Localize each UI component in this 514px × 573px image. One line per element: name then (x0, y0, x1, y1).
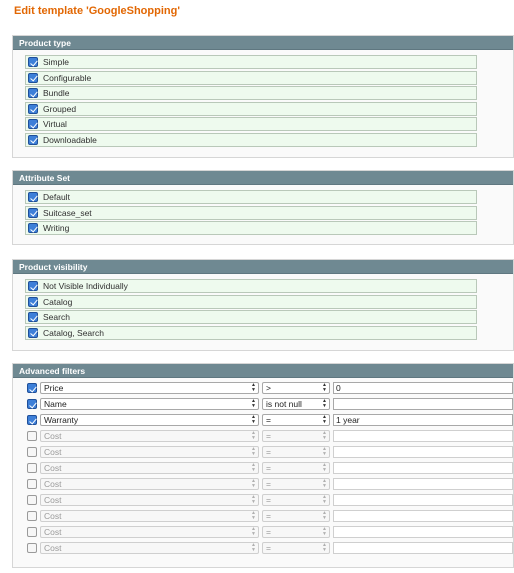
select-arrows-icon: ▲ ▼ (322, 382, 327, 393)
checkbox-icon[interactable] (28, 88, 38, 98)
select-arrows-icon: ▲ ▼ (251, 430, 256, 441)
filter-row (13, 396, 513, 412)
select-arrows-icon: ▲ ▼ (322, 494, 327, 505)
operator-select[interactable] (262, 462, 330, 474)
product-visibility-header: Product visibility (13, 260, 513, 274)
product-type-option[interactable] (25, 133, 477, 147)
attribute-select-value: Cost (44, 431, 62, 441)
checkbox-icon[interactable] (27, 495, 37, 505)
operator-select-value: is not null (266, 399, 302, 409)
attribute-select-value: Cost (44, 511, 62, 521)
checkbox-icon[interactable] (28, 192, 38, 202)
filter-value-input[interactable] (333, 446, 513, 458)
product-type-option[interactable] (25, 117, 477, 131)
filter-value-input[interactable] (333, 462, 513, 474)
operator-select-value: = (266, 511, 271, 521)
product-type-fieldset (12, 35, 514, 158)
option-label: Not Visible Individually (43, 281, 128, 291)
filter-row (13, 492, 513, 508)
advanced-filters-rows (13, 378, 513, 556)
operator-select-value: > (266, 383, 271, 393)
option-label: Catalog (43, 296, 73, 307)
attribute-select[interactable] (40, 430, 259, 442)
checkbox-icon[interactable] (27, 527, 37, 537)
select-arrows-icon: ▲ ▼ (322, 430, 327, 441)
checkbox-icon[interactable] (28, 297, 38, 307)
filter-value-input[interactable] (333, 510, 513, 522)
operator-select-value: = (266, 495, 271, 505)
product-type-options (13, 50, 513, 147)
attribute-select-value: Name (44, 399, 67, 409)
product-visibility-options (13, 274, 513, 340)
select-arrows-icon: ▲ ▼ (251, 382, 256, 393)
option-label: Simple (43, 57, 69, 67)
filter-value-input[interactable] (333, 478, 513, 490)
checkbox-icon[interactable] (28, 57, 38, 67)
product-type-option[interactable] (25, 55, 477, 69)
checkbox-icon[interactable] (27, 431, 37, 441)
select-arrows-icon: ▲ ▼ (322, 478, 327, 489)
select-arrows-icon: ▲ ▼ (251, 446, 256, 457)
option-label: Virtual (43, 119, 67, 130)
advanced-filters-fieldset (12, 363, 514, 568)
checkbox-icon[interactable] (27, 511, 37, 521)
attribute-select[interactable] (40, 446, 259, 458)
checkbox-icon[interactable] (27, 479, 37, 489)
attribute-select-value: Cost (44, 463, 62, 473)
operator-select-value: = (266, 543, 271, 553)
select-arrows-icon: ▲ ▼ (322, 398, 327, 409)
option-label: Default (43, 192, 70, 202)
select-arrows-icon: ▲ ▼ (322, 510, 327, 521)
option-label: Search (43, 312, 70, 323)
filter-row (13, 444, 513, 460)
select-arrows-icon: ▲ ▼ (251, 398, 256, 409)
checkbox-icon[interactable] (27, 463, 37, 473)
select-arrows-icon: ▲ ▼ (251, 510, 256, 521)
checkbox-icon[interactable] (27, 543, 37, 553)
attribute-select[interactable] (40, 542, 259, 554)
operator-select-value: = (266, 447, 271, 457)
operator-select[interactable] (262, 526, 330, 538)
product-visibility-option[interactable] (25, 326, 477, 340)
attribute-set-option[interactable] (25, 221, 477, 235)
checkbox-icon[interactable] (27, 415, 37, 425)
select-arrows-icon: ▲ ▼ (322, 446, 327, 457)
filter-row (13, 380, 513, 396)
select-arrows-icon: ▲ ▼ (322, 542, 327, 553)
attribute-select[interactable] (40, 526, 259, 538)
filter-row (13, 508, 513, 524)
filter-row (13, 460, 513, 476)
attribute-select-value: Cost (44, 495, 62, 505)
filter-row (13, 428, 513, 444)
attribute-select[interactable] (40, 414, 259, 426)
filter-value-input[interactable] (333, 494, 513, 506)
attribute-select[interactable] (40, 478, 259, 490)
filter-row (13, 540, 513, 556)
operator-select-value: = (266, 527, 271, 537)
select-arrows-icon: ▲ ▼ (251, 462, 256, 473)
option-label: Catalog, Search (43, 327, 104, 338)
attribute-select-value: Cost (44, 479, 62, 489)
checkbox-icon[interactable] (27, 383, 37, 393)
attribute-select-value: Warranty (44, 415, 79, 425)
operator-select[interactable] (262, 494, 330, 506)
attribute-select[interactable] (40, 462, 259, 474)
filter-value-input[interactable]: 1 year (333, 414, 513, 426)
select-arrows-icon: ▲ ▼ (251, 414, 256, 425)
checkbox-icon[interactable] (27, 399, 37, 409)
product-visibility-fieldset (12, 259, 514, 351)
product-type-header: Product type (13, 36, 513, 50)
attribute-set-header: Attribute Set (13, 171, 513, 185)
attribute-select-value: Cost (44, 447, 62, 457)
attribute-set-fieldset (12, 170, 514, 245)
select-arrows-icon: ▲ ▼ (251, 526, 256, 537)
filter-value-input[interactable]: 0 (333, 382, 513, 394)
operator-select[interactable] (262, 542, 330, 554)
operator-select[interactable] (262, 382, 330, 394)
option-label: Bundle (43, 88, 70, 99)
operator-select-value: = (266, 463, 271, 473)
attribute-select-value: Cost (44, 527, 62, 537)
select-arrows-icon: ▲ ▼ (251, 542, 256, 553)
product-type-option[interactable] (25, 102, 477, 116)
product-visibility-option[interactable] (25, 295, 477, 309)
operator-select[interactable] (262, 414, 330, 426)
checkbox-icon[interactable] (28, 208, 38, 218)
operator-select[interactable] (262, 446, 330, 458)
attribute-select[interactable] (40, 510, 259, 522)
advanced-filters-header: Advanced filters (13, 364, 513, 378)
attribute-set-options (13, 185, 513, 235)
checkbox-icon[interactable] (28, 104, 38, 114)
filter-value-input[interactable] (333, 430, 513, 442)
checkbox-icon[interactable] (28, 223, 38, 233)
operator-select-value: = (266, 415, 271, 425)
page-title: Edit template 'GoogleShopping' (14, 5, 180, 17)
option-label: Writing (43, 223, 70, 234)
filter-row (13, 524, 513, 540)
operator-select[interactable] (262, 510, 330, 522)
select-arrows-icon: ▲ ▼ (322, 462, 327, 473)
option-label: Configurable (43, 72, 92, 83)
option-label: Suitcase_set (43, 207, 92, 218)
operator-select[interactable] (262, 398, 330, 410)
attribute-select-value: Cost (44, 543, 62, 553)
filter-row (13, 476, 513, 492)
filter-row (13, 412, 513, 428)
product-type-option[interactable] (25, 71, 477, 85)
checkbox-icon[interactable] (28, 119, 38, 129)
filter-value-input[interactable] (333, 398, 513, 410)
select-arrows-icon: ▲ ▼ (251, 494, 256, 505)
option-label: Grouped (43, 103, 77, 114)
filter-value-input[interactable] (333, 526, 513, 538)
select-arrows-icon: ▲ ▼ (322, 414, 327, 425)
checkbox-icon[interactable] (28, 73, 38, 83)
product-visibility-option[interactable] (25, 310, 477, 324)
checkbox-icon[interactable] (28, 328, 38, 338)
operator-select[interactable] (262, 478, 330, 490)
option-label: Downloadable (43, 134, 97, 145)
operator-select[interactable] (262, 430, 330, 442)
product-type-option[interactable] (25, 86, 477, 100)
attribute-select[interactable] (40, 382, 259, 394)
checkbox-icon[interactable] (28, 281, 38, 291)
checkbox-icon[interactable] (28, 135, 38, 145)
product-visibility-option[interactable] (25, 279, 477, 293)
checkbox-icon[interactable] (27, 447, 37, 457)
attribute-select[interactable] (40, 398, 259, 410)
select-arrows-icon: ▲ ▼ (251, 478, 256, 489)
operator-select-value: = (266, 431, 271, 441)
attribute-set-option[interactable] (25, 206, 477, 220)
attribute-select[interactable] (40, 494, 259, 506)
checkbox-icon[interactable] (28, 312, 38, 322)
attribute-set-option[interactable] (25, 190, 477, 204)
attribute-select-value: Price (44, 383, 64, 393)
filter-value-input[interactable] (333, 542, 513, 554)
operator-select-value: = (266, 479, 271, 489)
select-arrows-icon: ▲ ▼ (322, 526, 327, 537)
